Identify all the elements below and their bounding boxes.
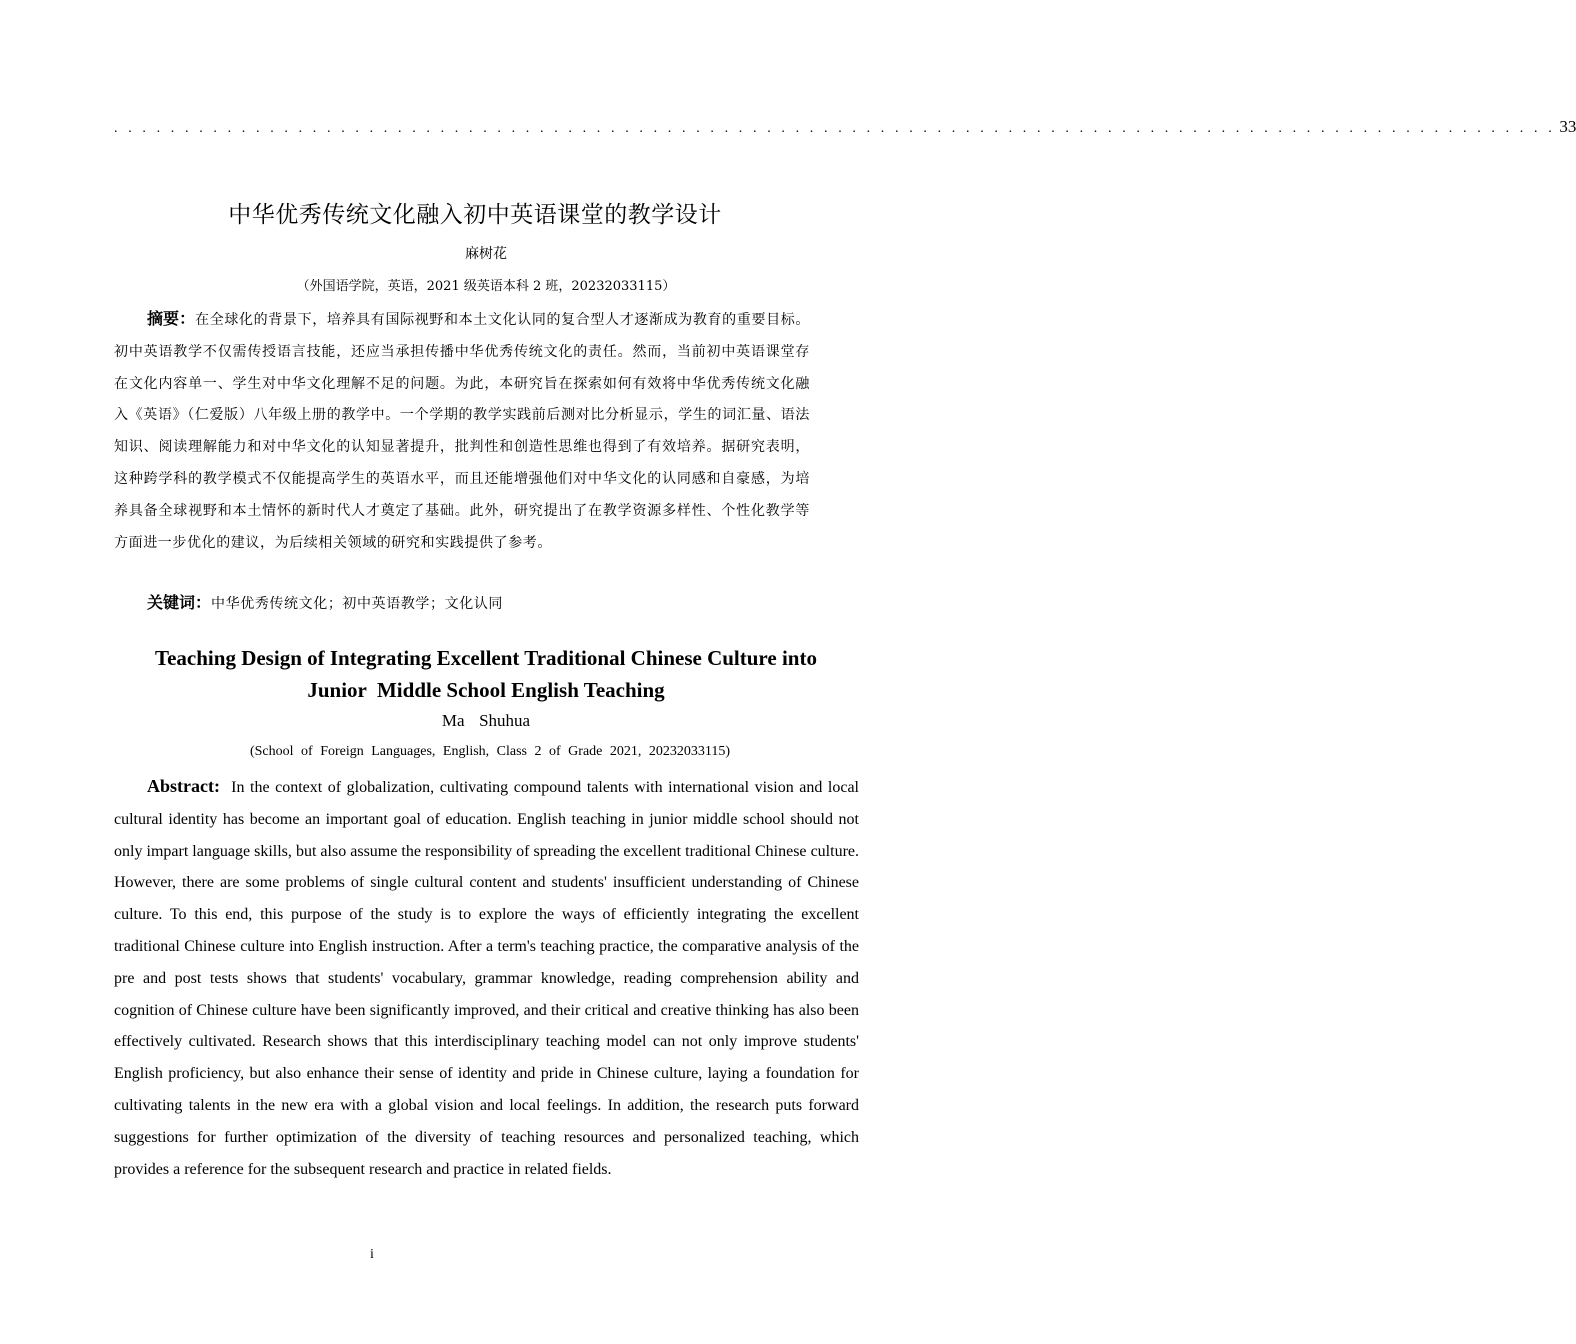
toc-leader-dots: . . . . . . . . . . . . . . . . . . . . . . . . . . . . . . . . . . . . . . . . . . . . . . . . . . . . . . . . . . . . . . . . . . . . . . . . . . . . . . . . . . . . . . . . . . . . . . . . . . . . . .	[114, 121, 1556, 136]
english-abstract	[114, 771, 859, 1185]
english-abstract-text: In the context of globalization, cultivating compound talents with international vision and local cultural identity has become an important goal of education. English teaching in junior middle school should not only impart language skills, but also assume the responsibility of spreading the excellent traditional Chinese culture. However, there are some problems of single cultural content and students' insufficient understanding of Chinese culture. To this end, this purpose of the study is to explore the ways of efficiently integrating the excellent traditional Chinese culture into English instruction. After a term's teaching practice, the comparative analysis of the pre and post tests shows that students' vocabulary, grammar knowledge, reading comprehension ability and cognition of Chinese culture have been significantly improved, and their critical and creative thinking has also been effectively cultivated. Research shows that this interdisciplinary teaching model can not only improve students' English proficiency, but also enhance their sense of identity and pride in Chinese culture, laying a foundation for cultivating talents in the new era with a global vision and local feelings. In addition, the research puts forward suggestions for further optimization of the diversity of teaching resources and personalized teaching, which provides a reference for the subsequent research and practice in related fields.	[114, 779, 860, 1178]
toc-entry-line	[114, 117, 1576, 139]
english-title-line-2: Junior Middle School English Teaching	[307, 678, 665, 702]
english-abstract-label: Abstract:	[147, 776, 220, 796]
english-affiliation: (School of Foreign Languages, English, Class 2 of Grade 2021, 20232033115)	[249, 744, 731, 759]
chinese-abstract	[114, 303, 810, 559]
chinese-author: 麻树花	[465, 246, 507, 262]
chinese-keywords-label: 关键词：	[147, 593, 212, 612]
chinese-keywords-text: 中华优秀传统文化；初中英语教学；文化认同	[211, 596, 504, 612]
chinese-abstract-text: 在全球化的背景下，培养具有国际视野和本土文化认同的复合型人才逐渐成为教育的重要目标。初中英语教学不仅需传授语言技能，还应当承担传播中华优秀传统文化的责任。然而，当前初中英语课堂存在文化内容单一、学生对中华文化理解不足的问题。为此，本研究旨在探索如何有效将中华优秀传统文化融入《英语》（仁爱版）八年级上册的教学中。一个学期的教学实践前后测对比分析显示，学生的词汇量、语法知识、阅读理解能力和对中华文化的认知显著提升，批判性和创造性思维也得到了有效培养。据研究表明，这种跨学科的教学模式不仅能提高学生的英语水平，而且还能增强他们对中华文化的认同感和自豪感，为培养具备全球视野和本土情怀的新时代人才奠定了基础。此外，研究提出了在教学资源多样性、个性化教学等方面进一步优化的建议，为后续相关领域的研究和实践提供了参考。	[114, 312, 810, 551]
english-author: Ma Shuhua	[441, 711, 531, 730]
chinese-abstract-label: 摘要：	[147, 309, 196, 328]
chinese-affiliation: （外国语学院，英语，2021 级英语本科 2 班，20232033115）	[296, 279, 676, 294]
english-title-line-1: Teaching Design of Integrating Excellent Traditional Chinese Culture into	[155, 646, 817, 670]
chinese-title: 中华优秀传统文化融入初中英语课堂的教学设计	[228, 202, 722, 228]
english-title	[100, 642, 872, 706]
footer-page-number: i	[370, 1247, 374, 1262]
chinese-keywords	[147, 590, 503, 613]
toc-page-number: 33	[1559, 117, 1576, 136]
